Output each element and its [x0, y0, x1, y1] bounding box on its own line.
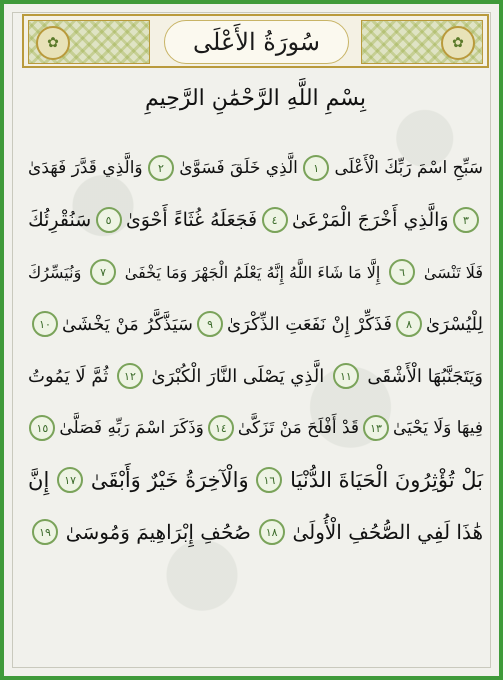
ayah-number-marker: ١٥: [29, 415, 55, 441]
verse-text: الَّذِي يَصْلَى النَّارَ الْكُبْرَىٰ: [151, 365, 325, 387]
surah-header: [22, 14, 489, 68]
verse-text: وَيَتَجَنَّبُهَا الْأَشْقَى: [367, 365, 483, 387]
verse-text: سَيَذَّكَّرُ مَنْ يَخْشَىٰ: [62, 313, 193, 335]
verse-line: [28, 142, 483, 194]
surah-title: سُورَةُ الأَعْلَى: [193, 28, 320, 56]
ayah-number-marker: ١٨: [259, 519, 285, 545]
verse-text: وَنُيَسِّرُكَ: [28, 262, 82, 282]
verse-text: ثُمَّ لَا يَمُوتُ: [28, 365, 109, 387]
verse-line: [28, 350, 483, 402]
ayah-number-marker: ٨: [396, 311, 422, 337]
verse-line: [28, 194, 483, 246]
ayah-number-marker: ٦: [389, 259, 415, 285]
verse-line: [28, 454, 483, 506]
verse-text: لِلْيُسْرَىٰ: [426, 313, 483, 335]
verse-text: إِلَّا مَا شَاءَ اللَّهُ إِنَّهُ يَعْلَمُ الْجَهْرَ وَمَا يَخْفَىٰ: [124, 262, 381, 282]
verse-line: [28, 246, 483, 298]
verse-text: فَذَكِّرْ إِنْ نَفَعَتِ الذِّكْرَىٰ: [227, 313, 392, 335]
basmala: بِسْمِ اللَّهِ الرَّحْمَٰنِ الرَّحِيمِ: [144, 86, 367, 111]
verse-text: سَنُقْرِئُكَ: [28, 209, 92, 231]
ayah-number-marker: ١١: [333, 363, 359, 389]
ayah-number-marker: ٩: [197, 311, 223, 337]
rosette-icon: ✿: [36, 26, 70, 60]
verse-text: فَلَا تَنْسَىٰ: [423, 262, 483, 282]
verse-lines: [28, 142, 483, 558]
verse-text: هَٰذَا لَفِي الصُّحُفِ الْأُولَىٰ: [292, 520, 483, 544]
verse-text: بَلْ تُؤْثِرُونَ الْحَيَاةَ الدُّنْيَا: [290, 468, 483, 492]
ayah-number-marker: ١٦: [256, 467, 282, 493]
ayah-number-marker: ٥: [96, 207, 122, 233]
verse-text: وَالَّذِي قَدَّرَ فَهَدَىٰ: [28, 158, 143, 178]
ayah-number-marker: ١٢: [117, 363, 143, 389]
verse-text: إِنَّ: [28, 468, 50, 492]
ayah-number-marker: ١٤: [208, 415, 234, 441]
title-cartouche: [164, 20, 349, 64]
verse-text: قَدْ أَفْلَحَ مَنْ تَزَكَّىٰ: [237, 418, 359, 438]
ayah-number-marker: ١٩: [32, 519, 58, 545]
ayah-number-marker: ١: [303, 155, 329, 181]
ayah-number-marker: ١٠: [32, 311, 58, 337]
verse-line: [28, 506, 483, 558]
ayah-number-marker: ٤: [262, 207, 288, 233]
verse-text: صُحُفِ إِبْرَاهِيمَ وَمُوسَىٰ: [65, 520, 251, 544]
ayah-number-marker: ٣: [453, 207, 479, 233]
ayah-number-marker: ١٧: [57, 467, 83, 493]
verse-text: الَّذِي خَلَقَ فَسَوَّىٰ: [179, 158, 298, 178]
verse-text: سَبِّحِ اسْمَ رَبِّكَ الْأَعْلَى: [334, 158, 483, 178]
ayah-number-marker: ٢: [148, 155, 174, 181]
verse-line: [28, 298, 483, 350]
verse-text: وَالْآخِرَةُ خَيْرٌ وَأَبْقَىٰ: [90, 468, 249, 492]
verse-text: فِيهَا وَلَا يَحْيَىٰ: [393, 418, 483, 438]
ayah-number-marker: ٧: [90, 259, 116, 285]
verse-text: وَالَّذِي أَخْرَجَ الْمَرْعَىٰ: [291, 209, 449, 231]
ayah-number-marker: ١٣: [363, 415, 389, 441]
verse-line: [28, 402, 483, 454]
verse-text: فَجَعَلَهُ غُثَاءً أَحْوَىٰ: [125, 209, 258, 231]
rosette-icon: ✿: [441, 26, 475, 60]
verse-text: وَذَكَرَ اسْمَ رَبِّهِ فَصَلَّىٰ: [59, 418, 204, 438]
